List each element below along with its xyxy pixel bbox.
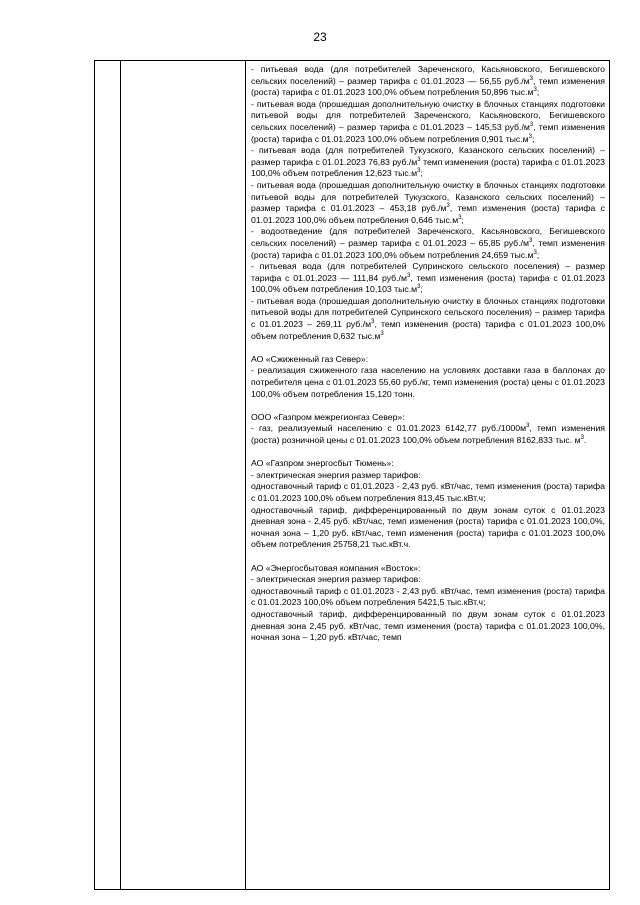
paragraph-gap: [251, 342, 605, 354]
paragraph: одноставочный тариф с 01.01.2023 - 2,43 руб. кВт/час, темп изменения (роста) тарифа с 01.01.2023 100,0% объем потребления 813,45 тыс.кВт.ч;: [251, 481, 605, 503]
table-row: [95, 61, 610, 890]
org-heading: ООО «Газпром межрегионгаз Север»:: [251, 411, 405, 422]
paragraph: - питьевая вода (для потребителей Зареченского, Касьяновского, Бегишевского сельских поселений) – размер тарифа с 01.01.2023 — 56,55 $руб./м^3$, темп изменения (роста) тарифа с 01.01.2023 100,0% объем потребления 50,896 $тыс.м^3$;: [251, 64, 605, 98]
paragraph: - электрическая энергия размер тарифов:: [251, 574, 421, 585]
paragraph: - водоотведение (для потребителей Зареченского, Касьяновского, Бегишевского сельских поселений) – размер тарифа с 01.01.2023 – 65,85 $руб./м^3$, темп изменения (роста) тарифа с 01.01.2023 100,0% объем потребления 24,659 $тыс.м^3$;: [251, 226, 605, 260]
paragraph: - питьевая вода (прошедшая дополнительную очистку в блочных станциях подготовки питьевой воды для потребителей Зареченского, Касьяновского, Бегишевского сельских поселений) – размер тарифа с 01.01.2023 – 145,53 $руб./м^3$, темп изменения (роста) тарифа с 01.01.2023 100,0% объем потребления 0,901 $тыс.м^3$;: [251, 98, 605, 144]
paragraph-gap: [251, 400, 605, 412]
tariff-text: [251, 64, 605, 644]
org-heading: АО «Сжиженный газ Север»:: [251, 353, 369, 364]
paragraph-gap: [251, 447, 605, 459]
paragraph: - питьевая вода (для потребителей Супринского сельского поселения) – размер тарифа с 01.01.2023 — 111,84 $руб./м^3$, темп изменения (роста) тарифа с 01.01.2023 100,0% объем потребления 10,103 $тыс.м^3$;: [251, 261, 605, 295]
org-heading: АО «Газпром энергосбыт Тюмень»:: [251, 458, 394, 469]
page-number: 23: [313, 30, 327, 44]
paragraph: - электрическая энергия размер тарифов:: [251, 469, 421, 480]
paragraph: - питьевая вода (прошедшая дополнительную очистку в блочных станциях подготовки питьевой воды для потребителей Супринского сельского поселения) – размер тарифа с 01.01.2023 – 269,11 $руб./м^3$, темп изменения (роста) тарифа с 01.01.2023 100,0% объем потребления 0,632 $тыс.м^3$: [251, 295, 606, 341]
table-cell-number: [95, 61, 121, 890]
paragraph: - газ, реализуемый населению с 01.01.2023 6142,77 $руб./1000м^3$, темп изменения (роста) розничной цены с 01.01.2023 100,0% объем потребления 8162,833 тыс. $м^3$.: [251, 423, 605, 445]
paragraph: одноставочный тариф с 01.01.2023 - 2,43 руб. кВт/час, темп изменения (роста) тарифа с 01.01.2023 100,0% объем потребления 5421,5 тыс.кВт.ч;: [251, 585, 605, 608]
table-cell-title: [121, 61, 246, 890]
paragraph: одноставочный тариф, дифференцированный по двум зонам суток с 01.01.2023 дневная зона 2,45 руб. кВт/час, темп изменения (роста) тарифа с 01.01.2023 100,0%, ночная зона – 1,20 руб. кВт/час, темп: [251, 608, 605, 643]
org-heading: АО «Энергосбытовая компания «Восток»:: [251, 562, 421, 573]
paragraph: - реализация сжиженного газа населению на условиях доставки газа в баллонах до потребителя цена с 01.01.2023 55,60 руб./кг, темп изменения (роста) цены с 01.01.2023 100,0% объем потребления 15,120 тонн.: [251, 365, 605, 399]
paragraph: - питьевая вода (прошедшая дополнительную очистку в блочных станциях подготовки питьевой воды для потребителей Тукузского, Казанского сельских поселений) – размер тарифа с 01.01.2023 – 453,18 $руб./м^3$, темп изменения (роста) тарифа с 01.01.2023 100,0% объем потребления 0,646 $тыс.м^3$;: [251, 179, 605, 225]
tariff-table: [94, 60, 610, 890]
paragraph-gap: [251, 551, 605, 563]
paragraph: - питьевая вода (для потребителей Тукузского, Казанского сельских поселений) – размер тарифа с 01.01.2023 76,83 $руб./м^3$ темп изменения (роста) тарифа с 01.01.2023 100,0% объем потребления 12,623 $тыс.м^3$;: [251, 145, 605, 179]
table-cell-content: [246, 61, 610, 890]
paragraph: одноставочный тариф, дифференцированный по двум зонам суток с 01.01.2023 дневная зона - 2,45 руб. кВт/час, темп изменения (роста) тарифа с 01.01.2023 100,0%, ночная зона – 1,20 руб. кВт/час, темп изменения (роста) тарифа с 01.01.2023 100,0% объем потребления 25758,21 тыс.кВт.ч.: [251, 504, 605, 550]
